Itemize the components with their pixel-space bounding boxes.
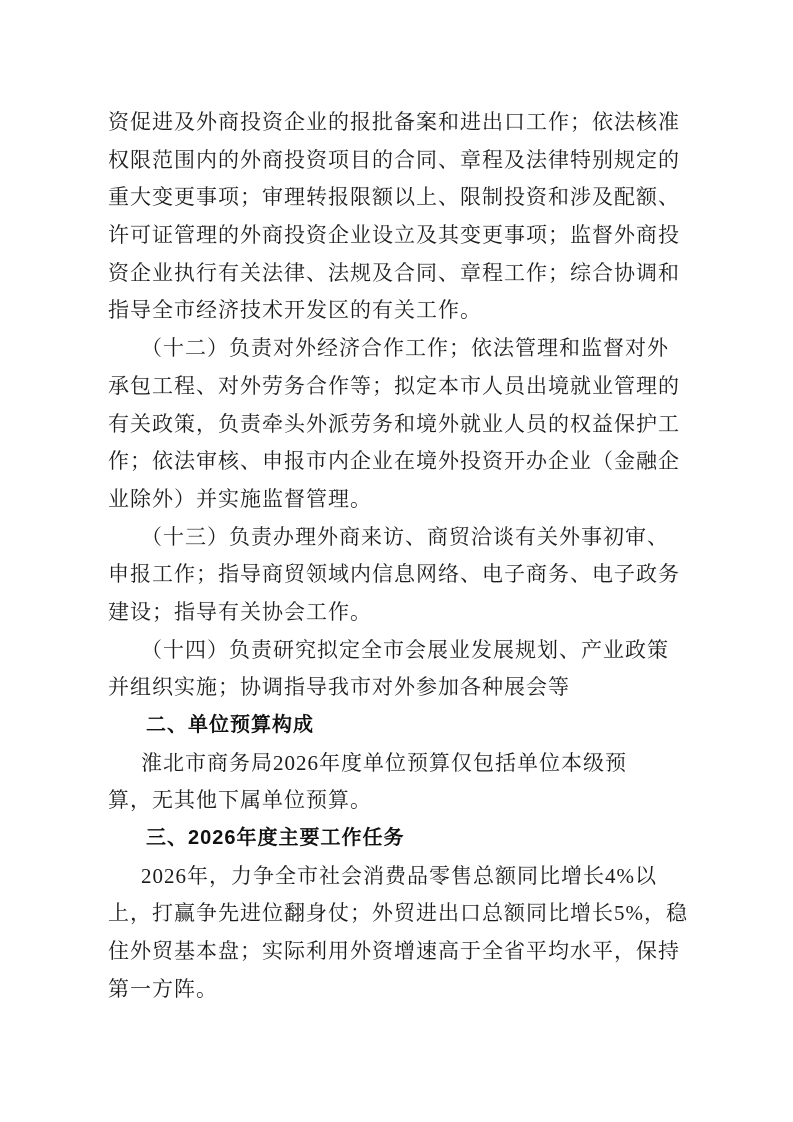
text-line: 指导全市经济技术开发区的有关工作。 [108,298,482,323]
paragraph [108,519,686,632]
document-body [108,104,686,1009]
text-line: 上，打赢争先进位翻身仗；外贸进出口总额同比增长5%，稳 [108,901,688,926]
text-line: 资企业执行有关法律、法规及合同、章程工作；综合协调和 [108,260,680,285]
text-line: 资促进及外商投资企业的报批备案和进出口工作；依法核准 [108,110,680,134]
text-line: 建设；指导有关协会工作。 [108,599,372,624]
text-line: 2026年，力争全市社会消费品零售总额同比增长4%以 [141,863,657,888]
text-line: 三、2026年度主要工作任务 [146,827,405,850]
paragraph [108,745,686,820]
text-line: 算，无其他下属单位预算。 [108,788,372,813]
text-line: 二、单位预算构成 [146,714,314,736]
section-heading [108,820,686,858]
paragraph [108,858,686,1009]
text-line: （十四）负责研究拟定全市会展业发展规划、产业政策 [141,637,669,662]
text-line: （十二）负责对外经济合作工作；依法管理和监督对外 [141,336,669,361]
text-line: 淮北市商务局2026年度单位预算仅包括单位本级预 [141,750,627,775]
paragraph [108,632,686,707]
text-line: 有关政策，负责牵头外派劳务和境外就业人员的权益保护工 [108,411,680,436]
text-line: （十三）负责办理外商来访、商贸洽谈有关外事初审、 [141,524,669,549]
text-line: 住外贸基本盘；实际利用外资增速高于全省平均水平，保持 [108,939,680,964]
text-line: 权限范围内的外商投资项目的合同、章程及法律特别规定的 [108,147,680,172]
text-line: 承包工程、对外劳务合作等；拟定本市人员出境就业管理的 [108,373,680,398]
text-line: 重大变更事项；审理转报限额以上、限制投资和涉及配额、 [108,185,680,210]
paragraph [108,330,686,518]
text-line: 许可证管理的外商投资企业设立及其变更事项；监督外商投 [108,223,680,248]
text-line: 第一方阵。 [108,976,218,1001]
text-line: 并组织实施；协调指导我市对外参加各种展会等 [108,675,570,700]
paragraph [108,104,686,330]
text-line: 业除外）并实施监督管理。 [108,486,372,511]
text-line: 申报工作；指导商贸领域内信息网络、电子商务、电子政务 [108,562,680,587]
section-heading [108,707,686,745]
text-line: 作；依法审核、申报市内企业在境外投资开办企业（金融企 [108,449,680,474]
